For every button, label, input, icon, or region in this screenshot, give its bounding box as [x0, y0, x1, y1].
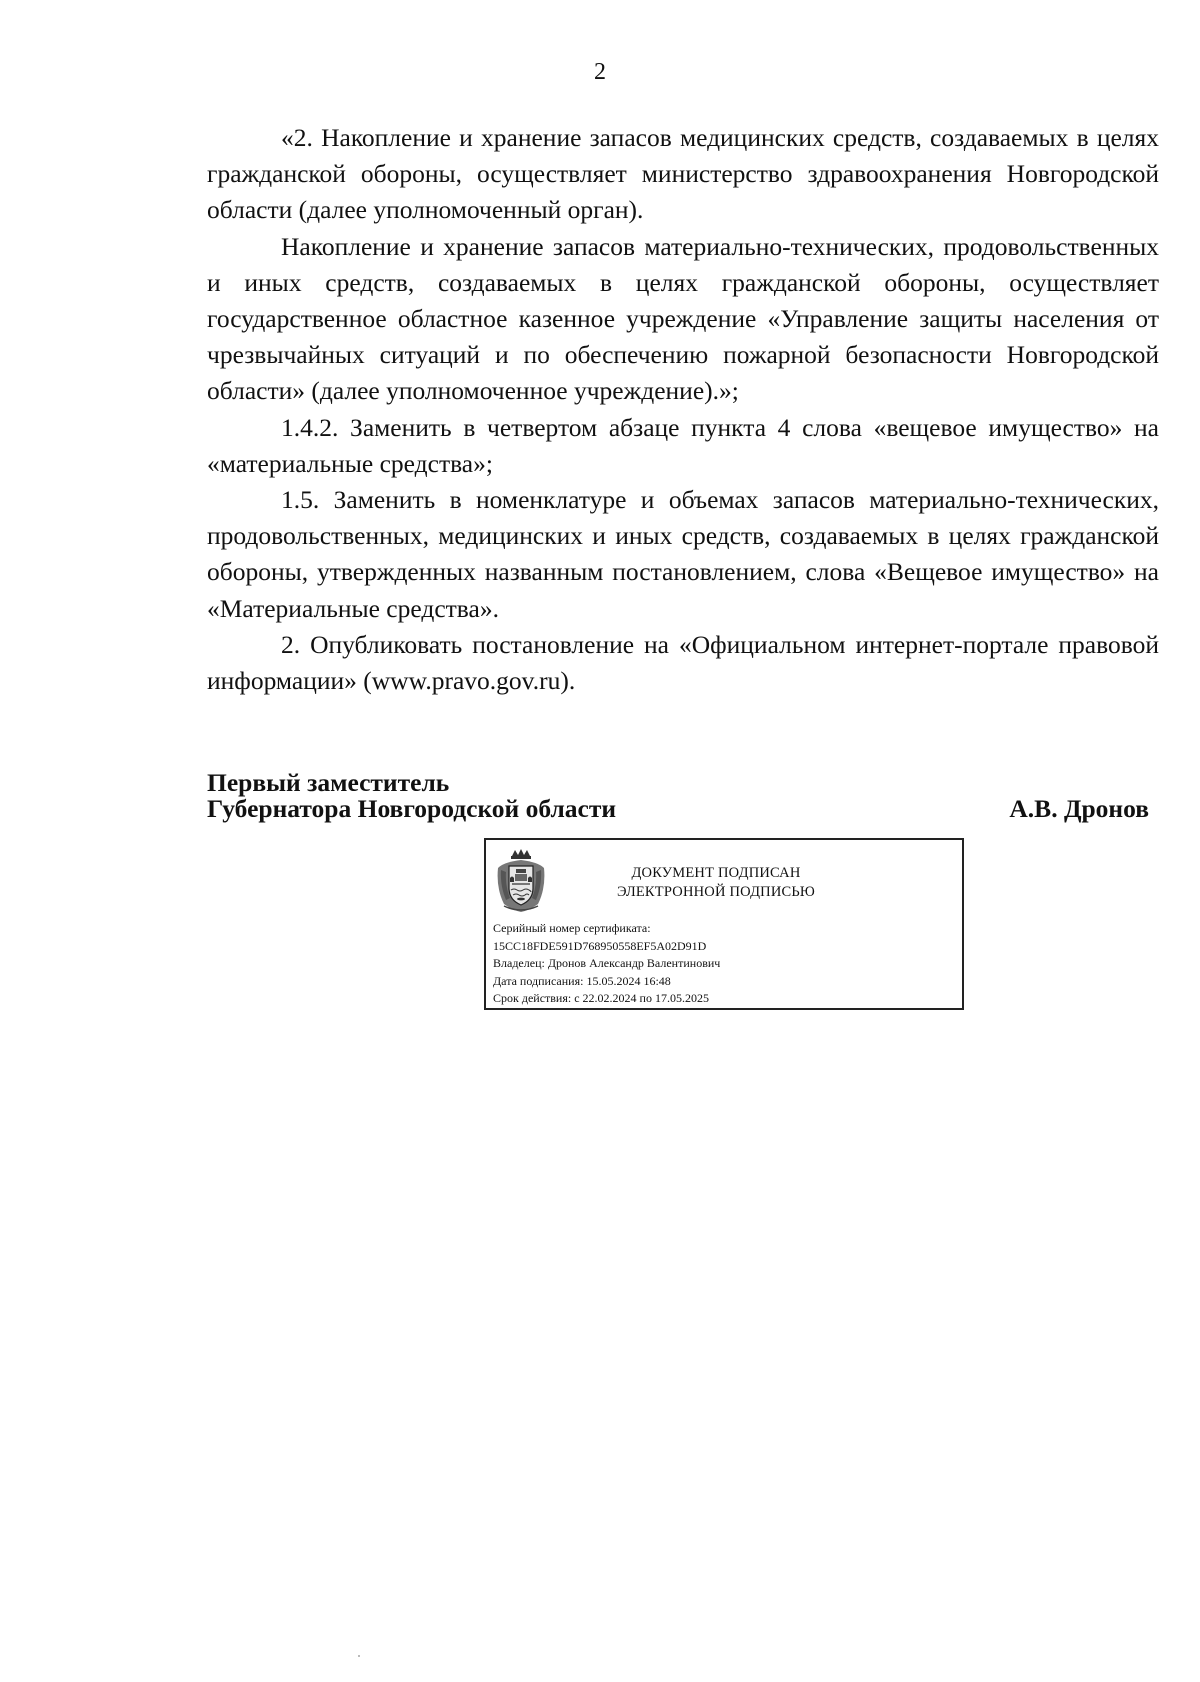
stamp-header-line-1: ДОКУМЕНТ ПОДПИСАН: [631, 865, 801, 881]
paragraph-item-2-medical: «2. Накопление и хранение запасов медицинских средств, создаваемых в целях гражданской обороны, осуществляет министерство здравоохранения Новгородской области (далее уполномоченный орган).: [207, 123, 1159, 225]
signatory-title-line-2: Губернатора Новгородской области: [207, 794, 617, 823]
page-number: 2: [594, 59, 606, 85]
signing-date: Дата подписания: 15.05.2024 16:48: [493, 973, 671, 988]
novgorod-coat-of-arms-icon: [494, 848, 548, 914]
certificate-owner: Владелец: Дронов Александр Валентинович: [493, 956, 721, 970]
stamp-header-line-2: ЭЛЕКТРОННОЙ ПОДПИСЬЮ: [616, 884, 816, 900]
certificate-label: Серийный номер сертификата:: [493, 921, 651, 935]
paragraph-item-1-5: 1.5. Заменить в номенклатуре и объемах запасов материально-технических, продовольственных, медицинских и иных средств, создаваемых в целях гражданской обороны, утвержденных названным постановлением, слова «Вещевое имущество» на «Материальные средства».: [207, 485, 1159, 623]
signatory-title-line-1: Первый заместитель: [207, 768, 450, 797]
paragraph-item-1-4-2: 1.4.2. Заменить в четвертом абзаце пункта 4 слова «вещевое имущество» на «материальные средства»;: [207, 412, 1159, 478]
stamp-header: [566, 864, 866, 902]
signatory-name: А.В. Дронов: [1009, 794, 1149, 823]
certificate-number: 15CC18FDE591D768950558EF5A02D91D: [493, 938, 707, 953]
stamp-details: [493, 920, 953, 1008]
electronic-signature-stamp: [484, 838, 964, 1010]
document-body: [207, 120, 1159, 699]
paragraph-item-2-publish: 2. Опубликовать постановление на «Официальном интернет-портале правовой информации» (www.pravo.gov.ru).: [207, 629, 1159, 696]
validity-period: Срок действия: с 22.02.2024 по 17.05.2025: [493, 991, 709, 1005]
signature-block: [207, 770, 1159, 822]
scan-speck: [358, 1655, 360, 1657]
paragraph-item-2-material: Накопление и хранение запасов материально-технических, продовольственных и иных средств, создаваемых в целях гражданской обороны, осуществляет государственное областное казенное учреждение «Управление защиты населения от чрезвычайных ситуаций и по обеспечению пожарной безопасности Новгородской области» (далее уполномоченное учреждение).»;: [207, 231, 1159, 406]
